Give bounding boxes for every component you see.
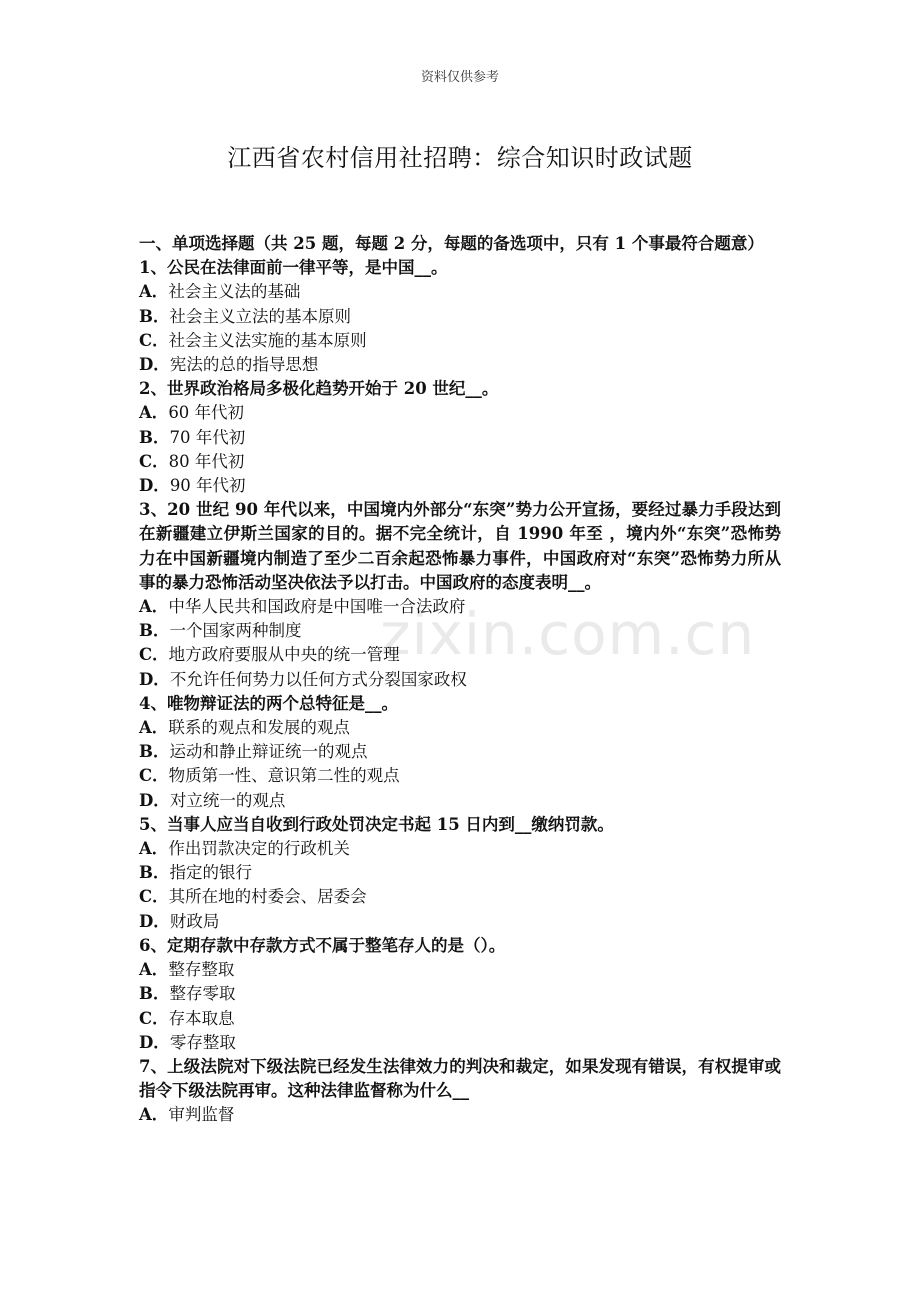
answer-option <box>139 474 781 498</box>
watermark: zixin.com.cn <box>380 600 756 668</box>
option-letter: D． <box>139 476 170 496</box>
question-stem: 2、世界政治格局多极化趋势开始于 20 世纪__。 <box>139 379 499 399</box>
question-stem: 3、20 世纪 90 年代以来，中国境内外部分“东突”势力公开宣扬，要经过暴力手段达到在新疆建立伊斯兰国家的目的。据不完全统计，自 1990 年至 ，境内外“东突”恐怖势力在中国新疆境内制造了至少二百余起恐怖暴力事件，中国政府对“东突”恐怖势力所从事的暴力恐怖活动坚决依法予以打击。中国政府的态度表明__。 <box>139 500 781 592</box>
option-letter: B． <box>139 984 170 1004</box>
option-letter: C． <box>139 451 169 471</box>
answer-option <box>139 910 781 934</box>
option-letter: C． <box>139 766 169 786</box>
option-letter: B． <box>139 621 170 641</box>
answer-option <box>139 450 781 474</box>
answer-option <box>139 643 781 667</box>
question-stem: 4、唯物辩证法的两个总特征是__。 <box>139 693 398 713</box>
option-text: 60 年代初 <box>168 403 245 423</box>
option-text: 不允许任何势力以任何方式分裂国家政权 <box>169 669 467 689</box>
option-text: 物质第一性、意识第二性的观点 <box>168 766 400 786</box>
answer-option <box>139 426 781 450</box>
document-body <box>139 232 781 1128</box>
option-letter: B． <box>139 742 170 762</box>
option-letter: A． <box>139 403 169 423</box>
answer-option <box>139 1103 781 1127</box>
option-text: 社会主义立法的基本原则 <box>169 306 351 326</box>
option-text: 宪法的总的指导思想 <box>169 355 319 375</box>
option-letter: B． <box>139 427 170 447</box>
option-letter: D． <box>139 669 170 689</box>
answer-option <box>139 595 781 619</box>
answer-option <box>139 764 781 788</box>
option-letter: B． <box>139 306 170 326</box>
answer-option <box>139 305 781 329</box>
question-list <box>139 256 781 1127</box>
section-heading: 一、单项选择题（共 25 题，每题 2 分，每题的备选项中，只有 1 个事最符合题意） <box>139 234 764 253</box>
answer-option <box>139 329 781 353</box>
option-text: 70 年代初 <box>169 427 246 447</box>
option-letter: A． <box>139 282 169 302</box>
answer-option <box>139 401 781 425</box>
question-stem: 7、上级法院对下级法院已经发生法律效力的判决和裁定，如果发现有错误，有权提审或指令下级法院再审。这种法律监督称为什么__ <box>139 1056 781 1101</box>
option-letter: A． <box>139 597 169 617</box>
option-text: 社会主义法的基础 <box>168 282 301 302</box>
option-letter: C． <box>139 645 169 665</box>
option-letter: D． <box>139 1032 170 1052</box>
option-letter: A． <box>139 718 169 738</box>
option-text: 整存整取 <box>168 960 235 980</box>
option-text: 社会主义法实施的基本原则 <box>168 330 367 350</box>
option-text: 指定的银行 <box>169 863 252 883</box>
answer-option <box>139 1007 781 1031</box>
question-stem: 1、公民在法律面前一律平等，是中国__。 <box>139 258 448 278</box>
option-letter: C． <box>139 1008 169 1028</box>
option-text: 运动和静止辩证统一的观点 <box>169 742 368 762</box>
option-text: 90 年代初 <box>169 476 246 496</box>
answer-option <box>139 740 781 764</box>
answer-option <box>139 619 781 643</box>
question-stem: 6、定期存款中存款方式不属于整笔存人的是（）。 <box>139 935 506 955</box>
document-title: 江西省农村信用社招聘：综合知识时政试题 <box>227 144 693 172</box>
option-text: 零存整取 <box>169 1032 236 1052</box>
option-letter: C． <box>139 330 169 350</box>
option-text: 存本取息 <box>168 1008 235 1028</box>
option-text: 80 年代初 <box>168 451 245 471</box>
answer-option <box>139 958 781 982</box>
answer-option <box>139 837 781 861</box>
answer-option <box>139 668 781 692</box>
option-letter: C． <box>139 887 169 907</box>
answer-option <box>139 353 781 377</box>
option-letter: A． <box>139 960 169 980</box>
answer-option <box>139 280 781 304</box>
option-text: 其所在地的村委会、居委会 <box>168 887 367 907</box>
header-note: 资料仅供参考 <box>420 70 499 85</box>
option-letter: D． <box>139 790 170 810</box>
option-text: 中华人民共和国政府是中国唯一合法政府 <box>168 597 466 617</box>
option-letter: D． <box>139 355 170 375</box>
option-text: 对立统一的观点 <box>169 790 286 810</box>
option-letter: A． <box>139 839 169 859</box>
option-text: 审判监督 <box>168 1105 235 1125</box>
answer-option <box>139 982 781 1006</box>
option-letter: B． <box>139 863 170 883</box>
option-text: 一个国家两种制度 <box>169 621 302 641</box>
answer-option <box>139 1031 781 1055</box>
option-letter: D． <box>139 911 170 931</box>
answer-option <box>139 885 781 909</box>
option-text: 整存零取 <box>169 984 236 1004</box>
option-text: 财政局 <box>169 911 220 931</box>
question-stem: 5、当事人应当自收到行政处罚决定书起 15 日内到__缴纳罚款。 <box>139 814 614 834</box>
answer-option <box>139 861 781 885</box>
answer-option <box>139 789 781 813</box>
option-letter: A． <box>139 1105 169 1125</box>
option-text: 作出罚款决定的行政机关 <box>168 839 350 859</box>
option-text: 地方政府要服从中央的统一管理 <box>168 645 400 665</box>
answer-option <box>139 716 781 740</box>
option-text: 联系的观点和发展的观点 <box>168 718 350 738</box>
